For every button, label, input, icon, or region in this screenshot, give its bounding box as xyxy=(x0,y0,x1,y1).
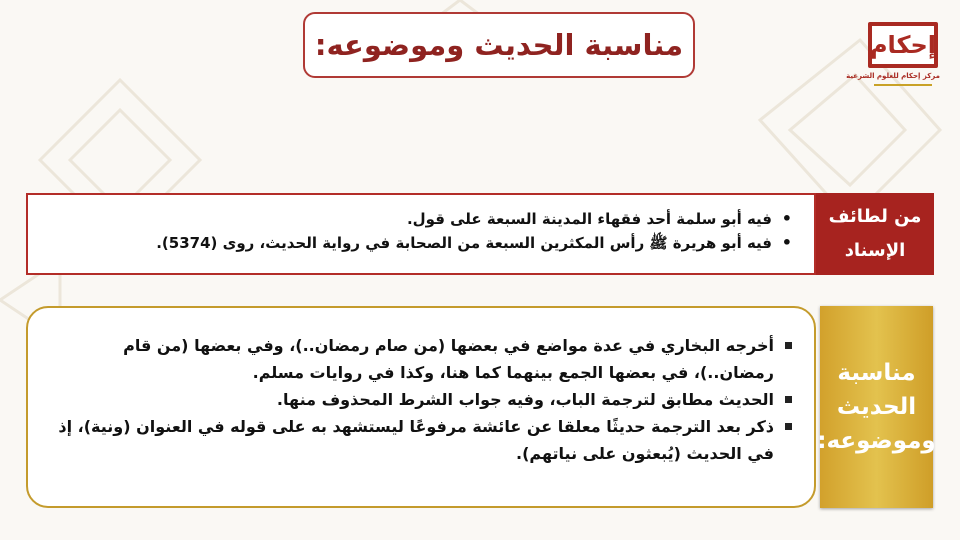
section1-content xyxy=(26,193,816,275)
logo-mark xyxy=(868,22,938,68)
section1-list xyxy=(44,207,798,255)
section1-label-line2: الإسناد xyxy=(844,240,906,261)
section2-label-line1: مناسبة xyxy=(837,360,916,386)
logo-underline xyxy=(874,84,932,86)
list-item: الحديث مطابق لترجمة الباب، وفيه جواب الشرط المحذوف منها. xyxy=(42,386,796,413)
logo-word: إحكام xyxy=(869,31,937,59)
section2-content xyxy=(26,306,816,508)
section1-label xyxy=(816,193,934,275)
title-box xyxy=(303,12,695,78)
section2-label xyxy=(817,306,936,508)
logo-subtitle: مركز إحكام للعلوم الشرعية xyxy=(846,72,940,80)
section2-label-line2: الحديث xyxy=(836,394,917,420)
list-item: • فيه أبو سلمة أحد فقهاء المدينة السبعة على قول. xyxy=(44,207,798,231)
list-item: أخرجه البخاري في عدة مواضع في بعضها (من صام رمضان..)، وفي بعضها (من قام رمضان..)، في بعضها الجمع بينهما كما هنا، وكذا في روايات مسلم. xyxy=(42,332,796,386)
list-item: ذكر بعد الترجمة حديثًا معلقا عن عائشة مرفوعًا ليستشهد به على قوله في العنوان (ونية)، إذ في الحديث (يُبعثون على نياتهم). xyxy=(42,413,796,467)
section2-list xyxy=(42,332,796,467)
logo xyxy=(846,22,940,88)
section1-label-line1: من لطائف xyxy=(828,206,922,227)
section2-label-line3: وموضوعه: xyxy=(817,428,936,454)
list-item: • فيه أبو هريرة ﷺ رأس المكثرين السبعة من الصحابة في رواية الحديث، روى (5374). xyxy=(44,231,798,255)
page-title: مناسبة الحديث وموضوعه: xyxy=(314,28,684,62)
